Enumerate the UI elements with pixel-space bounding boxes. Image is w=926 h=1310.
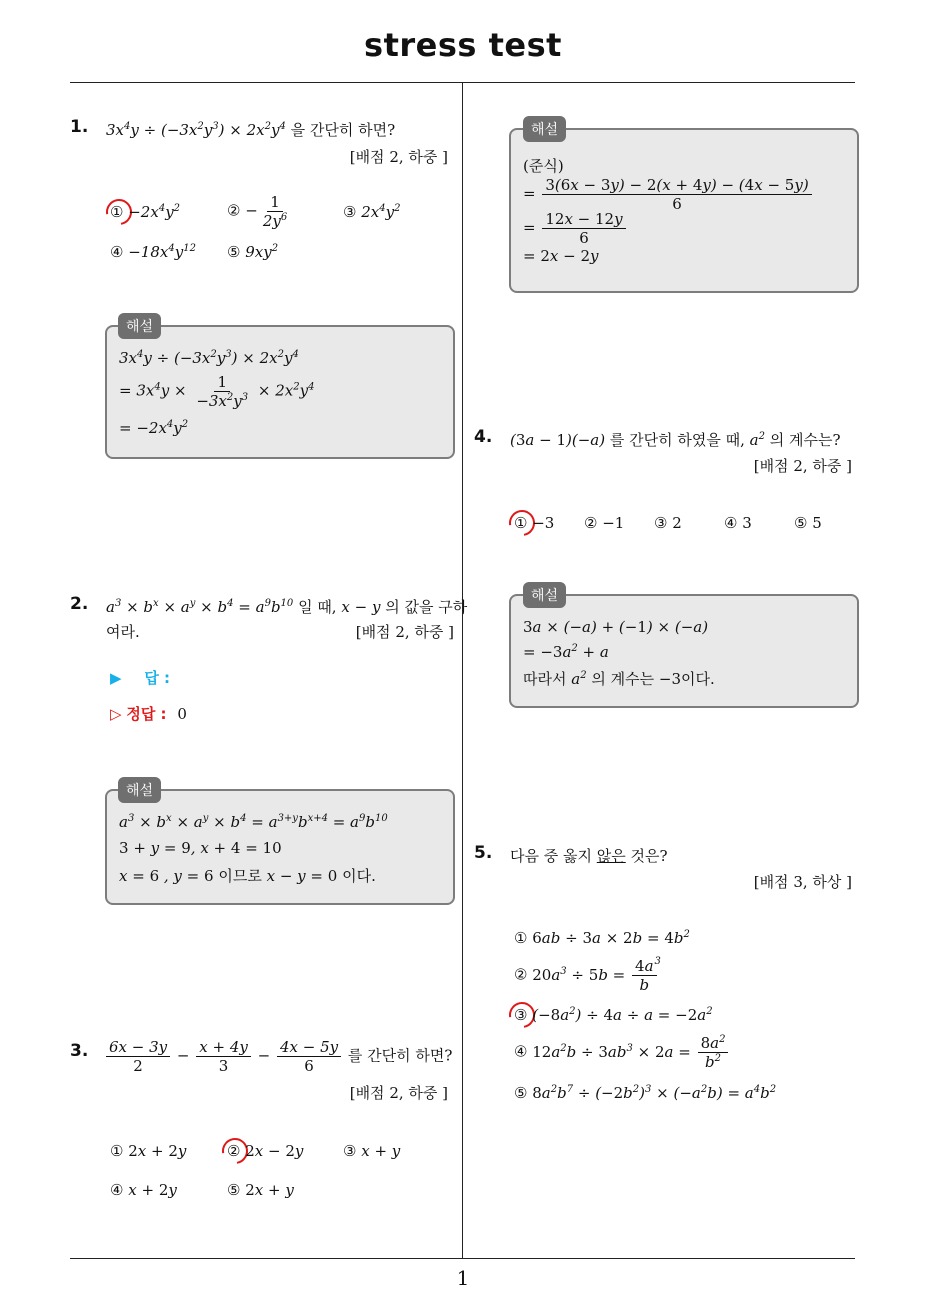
q1-choice-4[interactable]: ④ $-18x^4y^{12}$: [110, 243, 196, 261]
q1-choice-1[interactable]: ① $-2x^4y^2$: [110, 203, 181, 221]
q3-choice-4[interactable]: ④ x + 2y: [110, 1181, 177, 1199]
q5-choice-4[interactable]: ④ $12a^2b \div 3ab^3 \times 2a$ = $\frac{8a^2}{b^2}$: [514, 1034, 730, 1071]
q4-meta: [배점 2, 하중 ]: [753, 457, 852, 475]
q5-choice-3[interactable]: ③ $(-8a^2) \div 4a \div a = -2a^2$: [514, 1006, 713, 1024]
q2-solution-box: $a^3 \times b^x \times a^y \times b^4 = a^{3+y}b^{x+4} = a^9b^{10}$ 3 + y = 9, x + 4 = 10 x = 6 , y = 6 이므로 x − y = 0 이다.: [105, 789, 455, 905]
q3-choice-1[interactable]: ① 2x + 2y: [110, 1142, 187, 1160]
q1-choice-5[interactable]: ⑤ $9xy^2$: [227, 243, 279, 261]
q3-number: 3.: [70, 1041, 89, 1061]
q4-choice-4[interactable]: ④ 3: [724, 514, 752, 532]
q4-choice-3[interactable]: ③ 2: [654, 514, 682, 532]
q5-question: 다음 중 옳지 않은 것은?: [510, 847, 668, 865]
q3-choice-3[interactable]: ③ x + y: [343, 1142, 401, 1160]
q2-answer-row: ▶ 답 :: [110, 669, 171, 687]
q1-choice-2[interactable]: ② − $\frac{1}{2y^6}$: [227, 193, 288, 230]
q3-question: $\frac{6x - 3y}{2}$ − $\frac{x + 4y}{3}$ − $\frac{4x - 5y}{6}$ 를 간단히 하면?: [104, 1038, 452, 1075]
q5-choice-5[interactable]: ⑤ $8a^2b^7 \div (-2b^2)^3 \times (-a^2b) = a^4b^2$: [514, 1084, 777, 1102]
q1-solution-tag: 해설: [118, 313, 161, 339]
q2-question-line1: $a^3 \times b^x \times a^y \times b^4 = a^9b^{10}$ 일 때, x − y 의 값을 구하: [106, 598, 468, 616]
q2-number: 2.: [70, 594, 89, 614]
q4-solution-box: 3a × (−a) + (−1) × (−a) = $-3a^2 + a$ 따라서 $a^2$ 의 계수는 −3이다.: [509, 594, 859, 708]
q5-choice-2[interactable]: ② $20a^3 \div 5b$ = $\frac{4a}{b}$ $^3$: [514, 955, 661, 994]
q4-solution-tag: 해설: [523, 582, 566, 608]
q1-number: 1.: [70, 117, 89, 137]
q1-question-text: 을 간단히 하면?: [290, 121, 396, 139]
q2-correct-row: ▷ 정답 : 0: [110, 705, 187, 723]
q2-solution-tag: 해설: [118, 777, 161, 803]
page-number: 1: [456, 1266, 470, 1290]
q4-choice-2[interactable]: ② −1: [584, 514, 625, 532]
q5-choice-1[interactable]: ① $6ab \div 3a \times 2b = 4b^2$: [514, 929, 690, 947]
q1-question: $3x^4y \div (-3x^2y^3) \times 2x^2y^4$ 을 간단히 하면?: [106, 121, 396, 139]
page-title: stress test: [364, 26, 562, 64]
q5-meta: [배점 3, 하상 ]: [753, 873, 852, 891]
q3-solution-box: (준식) = $\frac{3(6x - 3y) - 2(x + 4y) - (4x - 5y)}{6}$ = $\frac{12x - 12y}{6}$ = 2x − 2y: [509, 128, 859, 293]
q4-choice-5[interactable]: ⑤ 5: [794, 514, 822, 532]
column-divider: [462, 82, 463, 1258]
q3-meta: [배점 2, 하중 ]: [349, 1084, 448, 1102]
bottom-rule: [70, 1258, 855, 1259]
q4-number: 4.: [474, 427, 493, 447]
q2-correct-value: 0: [177, 705, 187, 723]
q2-question-line2: 여라.: [106, 623, 140, 641]
q3-choice-2[interactable]: ② 2x − 2y: [227, 1142, 304, 1160]
q2-meta: [배점 2, 하중 ]: [355, 623, 454, 641]
q5-number: 5.: [474, 843, 493, 863]
q1-meta: [배점 2, 하중 ]: [349, 148, 448, 166]
play-arrow-icon: ▶: [110, 669, 122, 687]
outline-arrow-icon: ▷: [110, 705, 122, 723]
q1-solution-box: $3x^4y \div (-3x^2y^3) \times 2x^2y^4$ = $3x^4y$ × $\frac{1}{-3x^2y^3}$ × $2x^2y^4$ = $-2x^4y^2$: [105, 325, 455, 459]
q3-solution-tag: 해설: [523, 116, 566, 142]
q4-choice-1[interactable]: ① −3: [514, 514, 555, 532]
q1-choice-3[interactable]: ③ $2x^4y^2$: [343, 203, 401, 221]
q3-choice-5[interactable]: ⑤ 2x + y: [227, 1181, 294, 1199]
q4-question: (3a − 1)(−a) 를 간단히 하였을 때, $a^2$ 의 계수는?: [510, 431, 841, 449]
